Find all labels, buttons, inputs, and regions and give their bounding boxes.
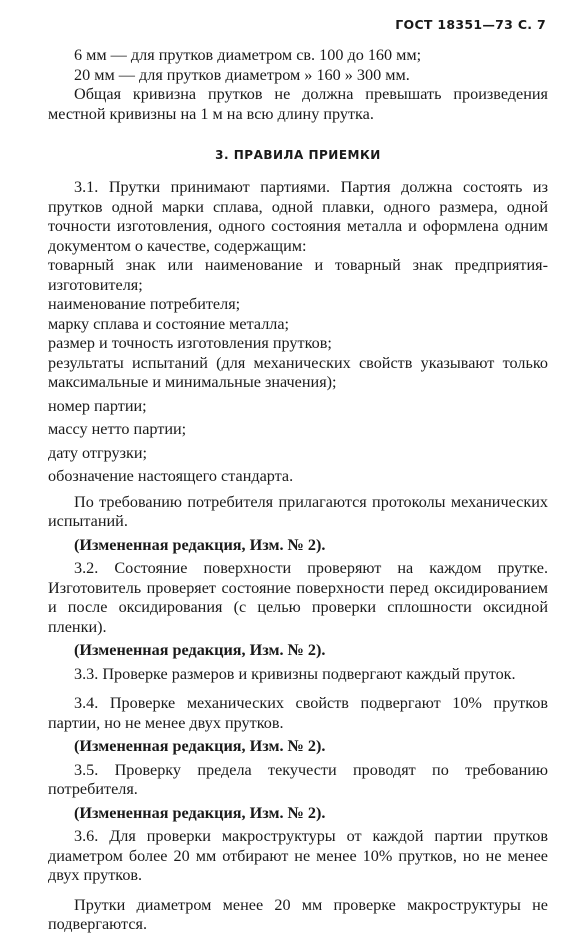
text-paragraph: По требованию потребителя прилагаются протоколы механических испытаний. [48, 492, 548, 530]
text-line: 6 мм — для прутков диаметром св. 100 до 160 мм; [74, 46, 422, 64]
section-title: 3. ПРАВИЛА ПРИЕМКИ [215, 148, 381, 162]
list-item: наименование потребителя; [48, 295, 241, 313]
clause-3-2: 3.2. Состояние поверхности проверяют на каждом прутке. Изготовитель проверяет состояние поверхности перед оксидированием и после оксидирования (с целью проверки сплошности оксидной пленки). [48, 559, 548, 636]
revision-note: (Измененная редакция, Изм. № 2). [74, 737, 326, 755]
list-item: обозначение настоящего стандарта. [48, 467, 294, 485]
text-paragraph: Общая кривизна прутков не должна превышать произведения местной кривизны на 1 м на всю длину прутка. [48, 85, 548, 123]
text-line: 20 мм — для прутков диаметром » 160 » 300 мм. [74, 65, 410, 84]
clause-3-3: 3.3. Проверке размеров и кривизны подвергают каждый пруток. [74, 664, 516, 683]
document-body [48, 46, 548, 935]
list-item: дату отгрузки; [48, 443, 147, 462]
clause-3-6: 3.6. Для проверки макроструктуры от каждой партии прутков диаметром более 20 мм отбирают не менее 10% прутков, но не менее двух прутков. [48, 827, 548, 884]
list-item: товарный знак или наименование и товарный знак предприятия-изготовителя; [48, 256, 548, 294]
list-item: марку сплава и состояние металла; [48, 314, 290, 333]
page-header: ГОСТ 18351—73 С. 7 [395, 17, 546, 32]
clause-3-5: 3.5. Проверку предела текучести проводят по требованию потребителя. [48, 760, 548, 798]
revision-note: (Измененная редакция, Изм. № 2). [74, 641, 326, 659]
clause-3-4: 3.4. Проверке механических свойств подвергают 10% прутков партии, но не менее двух прутков. [48, 694, 548, 732]
text-paragraph: Прутки диаметром менее 20 мм проверке макроструктуры не подвергаются. [48, 895, 548, 933]
list-item: массу нетто партии; [48, 420, 187, 438]
clause-3-1: 3.1. Прутки принимают партиями. Партия должна состоять из прутков одной марки сплава, одной плавки, одного размера, одной точности изготовления, одного состояния металла и оформлена одним документом о качестве, содержащим: [48, 178, 548, 255]
revision-note: (Измененная редакция, Изм. № 2). [74, 535, 326, 554]
list-item: результаты испытаний (для механических свойств указывают только максимальные и минимальные значения); [48, 353, 548, 391]
list-item: размер и точность изготовления прутков; [48, 334, 332, 352]
list-item: номер партии; [48, 396, 147, 415]
revision-note: (Измененная редакция, Изм. № 2). [74, 803, 326, 822]
